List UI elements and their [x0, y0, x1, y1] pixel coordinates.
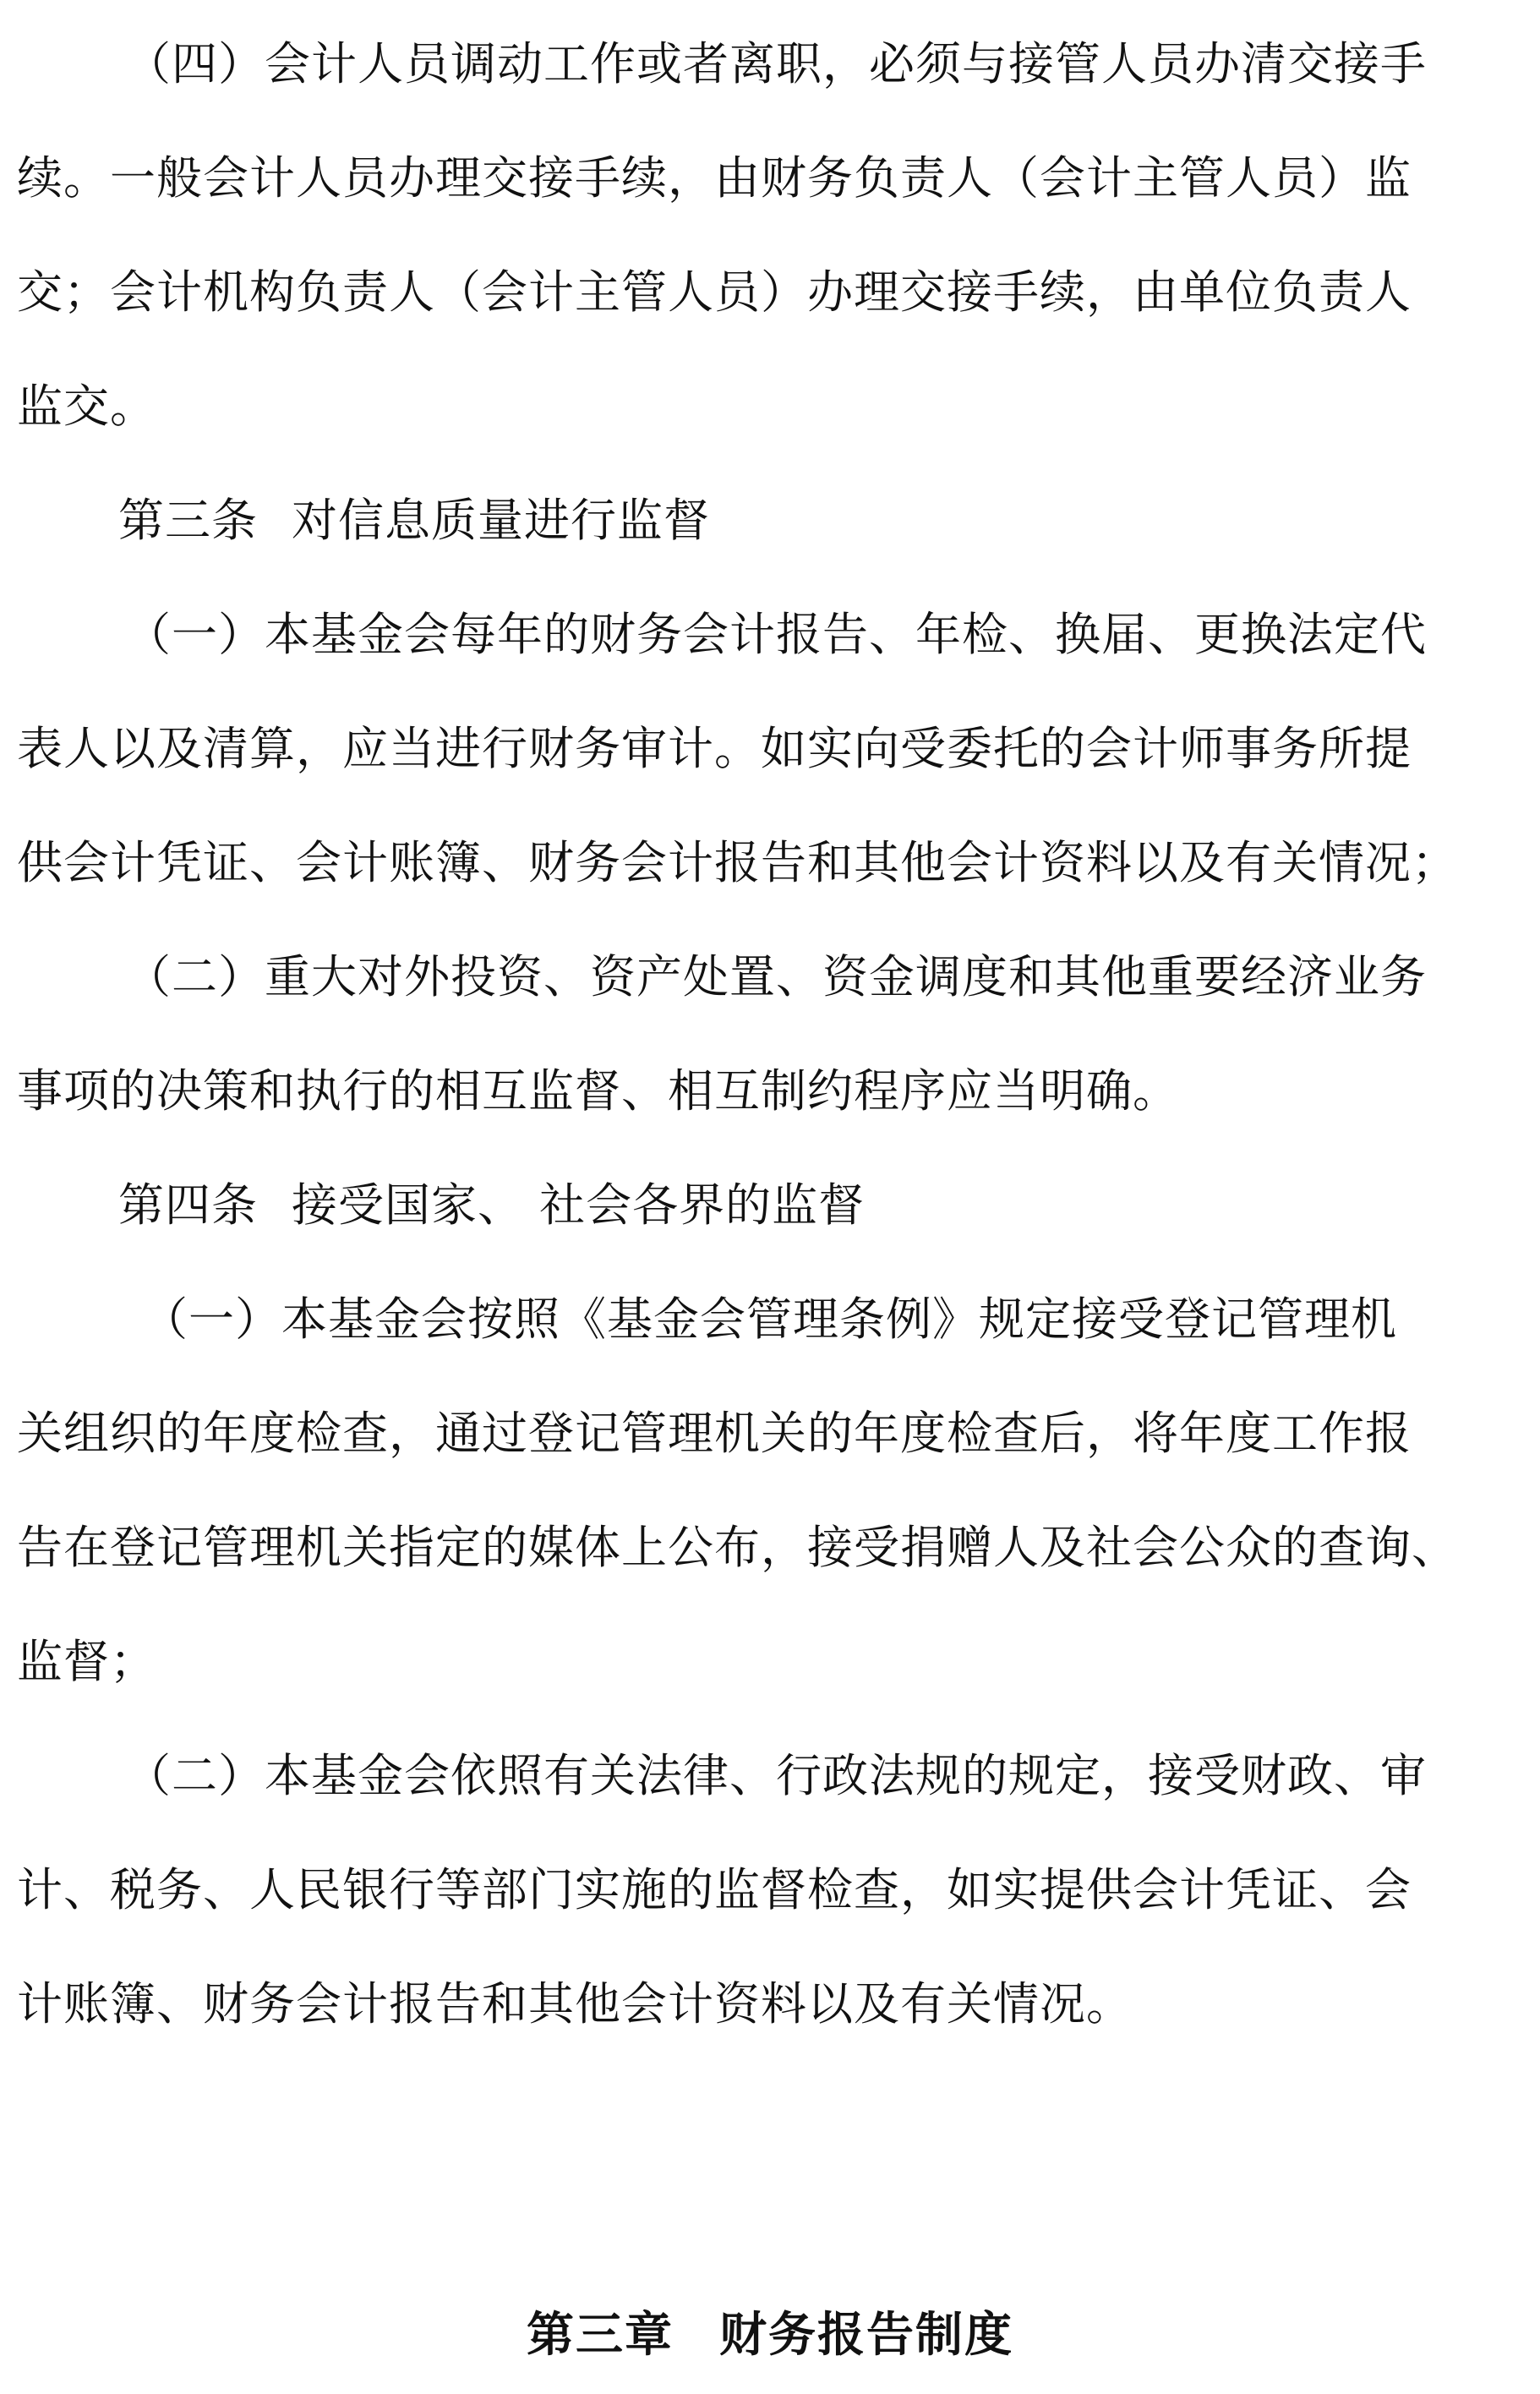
text-line: 供会计凭证、会计账簿、财务会计报告和其他会计资料以及有关情况；: [17, 836, 1458, 889]
text-line: 告在登记管理机关指定的媒体上公布，接受捐赠人及社会公众的查询、: [17, 1521, 1458, 1574]
text-line: （二）本基金会依照有关法律、行政法规的规定，接受财政、审: [125, 1749, 1427, 1802]
text-line: 计账簿、财务会计报告和其他会计资料以及有关情况。: [17, 1977, 1133, 2031]
article-4-heading: [17, 1148, 1508, 1262]
paragraph-article-4-item-2: [17, 1719, 1508, 2061]
paragraph-article-3-item-2: [17, 920, 1508, 1148]
text-line: （二）重大对外投资、资产处置、资金调度和其他重要经济业务: [125, 950, 1427, 1003]
chapter-heading: [0, 2298, 1540, 2374]
text-line: （四）会计人员调动工作或者离职，必须与接管人员办清交接手: [125, 37, 1427, 90]
document-body: [17, 0, 1508, 2061]
chapter-number: 第三章: [527, 2308, 674, 2363]
text-line: 续。一般会计人员办理交接手续，由财务负责人（会计主管人员）监: [17, 151, 1412, 205]
article-4-number: 第四条: [118, 1178, 258, 1232]
article-3-heading: [17, 463, 1508, 577]
article-3-number: 第三条: [118, 494, 258, 547]
article-3-title: 对信息质量进行监督: [292, 494, 710, 547]
chapter-title: 财务报告制度: [719, 2308, 1013, 2363]
text-line: 监交。: [17, 380, 156, 433]
article-4-title: 接受国家、 社会各界的监督: [292, 1178, 866, 1232]
paragraph-item-4-handover: [17, 7, 1508, 463]
text-line: 监督；: [17, 1635, 156, 1688]
text-line: （一）本基金会按照《基金会管理条例》规定接受登记管理机: [142, 1293, 1397, 1346]
text-line: 表人以及清算，应当进行财务审计。如实向受委托的会计师事务所提: [17, 722, 1412, 775]
text-line: 交；会计机构负责人（会计主管人员）办理交接手续，由单位负责人: [17, 265, 1412, 319]
text-line: （一）本基金会每年的财务会计报告、年检、换届、更换法定代: [125, 608, 1427, 661]
text-line: 事项的决策和执行的相互监督、相互制约程序应当明确。: [17, 1064, 1179, 1118]
text-line: 计、税务、人民银行等部门实施的监督检查，如实提供会计凭证、会: [17, 1863, 1412, 1916]
paragraph-article-3-item-1: [17, 577, 1508, 920]
text-line: 关组织的年度检查，通过登记管理机关的年度检查后，将年度工作报: [17, 1407, 1412, 1460]
paragraph-article-4-item-1: [17, 1262, 1508, 1719]
